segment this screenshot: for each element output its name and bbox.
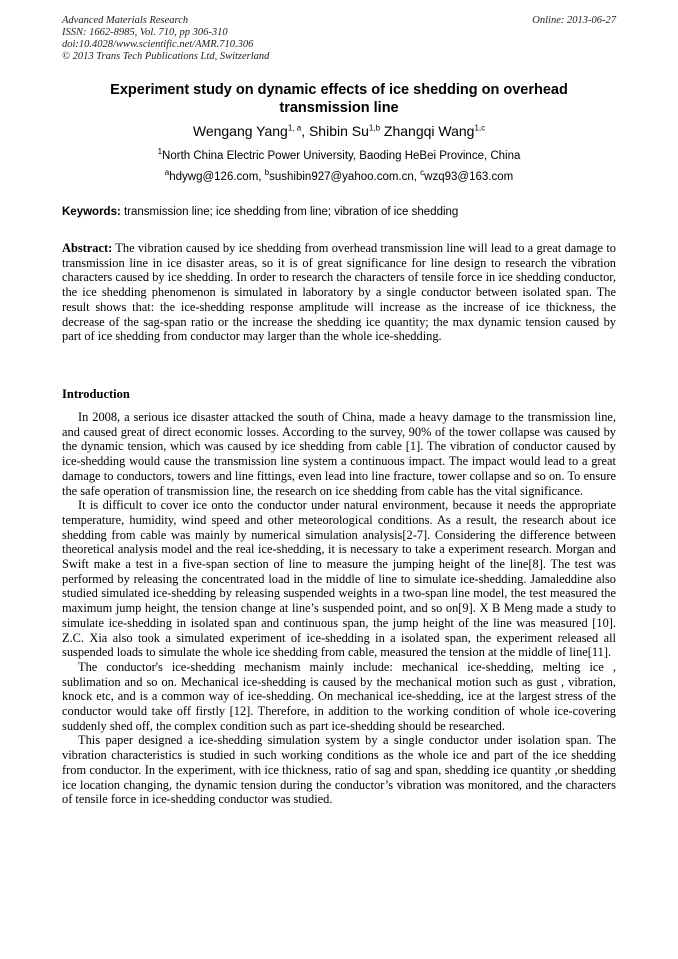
author-name: Shibin Su — [308, 123, 369, 139]
email-sup: b — [264, 168, 270, 178]
section-heading: Introduction — [62, 387, 130, 401]
abstract-text: The vibration caused by ice shedding from overhead transmission line will lead to a great damage to transmission line in ice disaster areas, so it is of great significance for line design to research the vibration characters caused by ice shedding. In order to research the characters of tensile force in ice shedding conductor, the ice shedding phenomenon is simulated in laboratory by a single conductor between isolated span. The result shows that: the ice-shedding response amplitude will increase as the increase of ice thickness, the decrease of the sag-span ratio or the increase the shedding ice quantity; the max dynamic tension caused by part of ice shedding from conductor may larger than the whole ice-shedding. — [62, 241, 616, 344]
email-list — [62, 169, 616, 185]
author-name: Zhangqi Wang — [383, 123, 475, 139]
keywords-text: transmission line; ice shedding from line; vibration of ice shedding — [120, 206, 459, 218]
journal-header — [62, 15, 269, 63]
title-line-1: Experiment study on dynamic effects of ice shedding on overhead — [110, 82, 568, 98]
abstract — [62, 241, 616, 344]
abstract-label: Abstract: — [62, 241, 113, 255]
affiliation — [62, 148, 616, 164]
email-sup: c — [420, 168, 425, 178]
copyright-line: © 2013 Trans Tech Publications Ltd, Switzerland — [62, 51, 270, 62]
affiliation-sup: 1 — [157, 147, 163, 157]
affiliation-text: North China Electric Power University, Baoding HeBei Province, China — [162, 150, 521, 162]
author-name: Wengang Yang — [192, 123, 288, 139]
author-sup: 1,b — [368, 123, 381, 133]
author-sup: 1, a — [287, 123, 302, 133]
author-sup: 1,c — [474, 123, 486, 133]
paragraph: It is difficult to cover ice onto the conductor under natural environment, because it needs the appropriate temperature, humidity, wind speed and other meteorological conditions. As a result, the research about ice shedding from cable was mainly by numerical simulation analysis[2-7]. Considering the difference between theoretical analysis model and the real ice-shedding, it is necessary to take a experiment research. Morgan and Swift make a test in a five-span section of line to measure the jumping height of the line[8]. The test was performed by releasing the concentrated load in the middle of line to simulate ice-shedding. Jamaleddine also studied simulated ice-shedding by releasing suspended weights in a two-span line model, the test measured the maximum jump height, the tension change at line’s suspended point, and so on[9]. X B Meng made a study to simulate ice-shedding in isolated span and continuous span, the jump height of the line was measured [10]. Z.C. Xia also took a simulated experiment of ice-shedding in a isolated span, the experiment released all suspended loads to simulate the whole ice shedding from cable, measured the tension at the middle of line[11]. — [62, 498, 616, 660]
keywords-label: Keywords: — [62, 206, 121, 218]
email-address: hdywg@126.com, — [169, 171, 265, 183]
issn-line: ISSN: 1662-8985, Vol. 710, pp 306-310 — [62, 27, 228, 38]
doi-line: doi:10.4028/www.scientific.net/AMR.710.306 — [62, 39, 254, 50]
keywords — [62, 205, 616, 220]
journal-name: Advanced Materials Research — [62, 15, 189, 26]
email-address: wzq93@163.com — [424, 171, 514, 183]
author-list: Wengang Yang$^{1, a}$, Shibin Su$^{1,b}$ Zhangqi Wang$^{1,c}$ — [192, 123, 486, 139]
paper-title — [62, 81, 616, 117]
introduction-body — [62, 410, 616, 807]
online-date: Online: 2013-06-27 — [532, 15, 616, 26]
paragraph: This paper designed a ice-shedding simulation system by a single conductor under isolation span. The vibration characteristics is studied in such working conditions as the whole ice and part of the ice shedding from conductor. In the experiment, with ice thickness, ratio of sag and span, shedding ice quantity ,or shedding ice location changing, the dynamic tension during the conductor’s vibration was monitored, and the characters of tensile force in ice-shedding conductor was studied. — [62, 733, 616, 807]
paragraph: The conductor's ice-shedding mechanism mainly include: mechanical ice-shedding, melting ice , sublimation and so on. Mechanical ice-shedding is caused by the mechanical motion such as gust , vibration, knock etc, and is a common way of ice-shedding. On mechanical ice-shedding, ice at the largest stress of the conductor would take off firstly [12]. Therefore, in addition to the working condition of whole ice-covering suddenly shed off, the complex condition such as part ice-shedding should be researched. — [62, 659, 616, 733]
title-line-2: transmission line — [279, 100, 399, 116]
paragraph: In 2008, a serious ice disaster attacked the south of China, made a heavy damage to the transmission line, and caused great of direct economic losses. According to the survey, 90% of the tower collapse was caused by the dynamic tension, which was caused by ice shedding from cable [1]. The vibration of conductor caused by ice-shedding would cause the transmission line system a continuous impact. The impact would lead to a great damage to conductors, towers and line fittings, even lead into line fracture, tower collapse and so on. To ensure the safe operation of transmission line, the research on ice shedding from cable has the vital significance. — [62, 410, 616, 498]
email-sup: a — [164, 168, 170, 178]
email-address: sushibin927@yahoo.com.cn, — [269, 171, 421, 183]
